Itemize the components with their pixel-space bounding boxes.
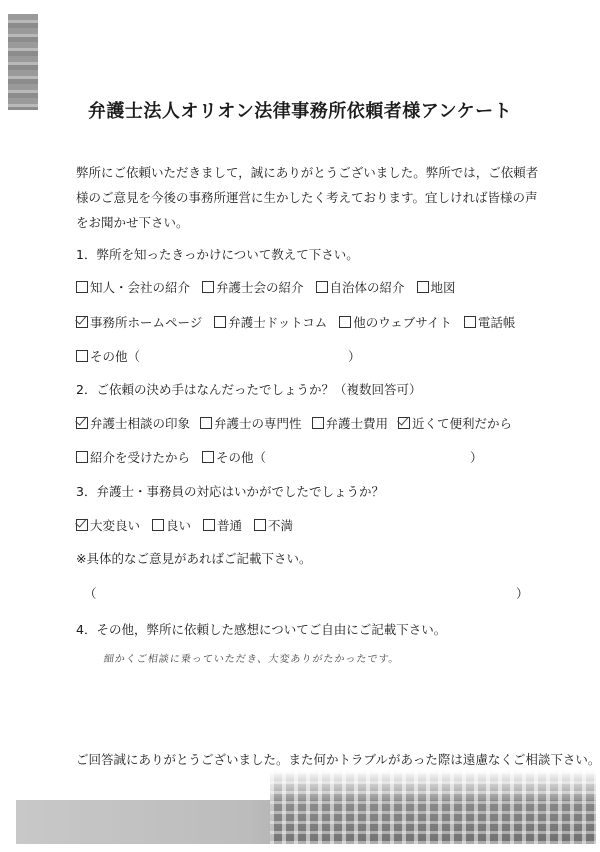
question-1-label: 1．弊所を知ったきっかけについて教えて下さい。 — [76, 247, 359, 262]
question-1-other-row — [76, 347, 148, 365]
option-fees[interactable] — [312, 414, 389, 432]
option-other[interactable] — [202, 448, 266, 466]
option-label: 大変良い — [90, 518, 141, 533]
page-title: 弁護士法人オリオン法律事務所依頼者様アンケート — [87, 101, 513, 122]
option-label: 近くて便利だから — [412, 416, 513, 431]
intro-line: をお聞かせ下さい。 — [76, 215, 189, 230]
other-close-paren: ） — [470, 450, 483, 465]
intro-paragraph — [76, 160, 556, 235]
option-dissatisfied[interactable] — [254, 516, 293, 534]
checkbox[interactable] — [203, 519, 215, 531]
option-other-website[interactable] — [339, 313, 452, 331]
option-label: 弁護士費用 — [325, 416, 389, 431]
checkbox[interactable] — [202, 281, 214, 293]
question-3-note: ※具体的なご意見があればご記載下さい。 — [76, 551, 312, 566]
option-label: 地図 — [430, 280, 456, 295]
checkbox[interactable] — [214, 316, 226, 328]
decorative-footer-pattern — [270, 770, 596, 844]
checkbox[interactable] — [312, 417, 324, 429]
option-label: その他（ — [216, 450, 267, 465]
option-label: 事務所ホームページ — [90, 315, 203, 330]
checkbox[interactable] — [417, 281, 429, 293]
option-label: 弁護士会の紹介 — [216, 280, 304, 295]
option-label: 弁護士相談の印象 — [90, 416, 191, 431]
question-1-options-row-1 — [76, 278, 464, 296]
option-phone-book[interactable] — [464, 313, 516, 331]
option-label: 自治体の紹介 — [329, 280, 405, 295]
option-local-government[interactable] — [316, 278, 405, 296]
checkbox[interactable] — [76, 451, 88, 463]
checkbox[interactable] — [202, 451, 214, 463]
footer-thanks: ご回答誠にありがとうございました。また何かトラブルがあった際は遠慮なくご相談下さい。 — [76, 752, 600, 767]
checkbox-checked[interactable] — [76, 316, 88, 328]
intro-line: 様のご意見を今後の事務所運営に生かしたく考えております。宜しければ皆様の声 — [76, 190, 538, 205]
checkbox-checked[interactable] — [76, 519, 88, 531]
option-label: 他のウェブサイト — [353, 315, 452, 330]
checkbox[interactable] — [339, 316, 351, 328]
handwritten-answer: 細かくご相談に乗っていただき、大変ありがたかったです。 — [102, 654, 401, 665]
option-office-homepage[interactable] — [76, 313, 202, 331]
option-consultation-impression[interactable] — [76, 414, 190, 432]
option-expertise[interactable] — [200, 414, 302, 432]
checkbox[interactable] — [464, 316, 476, 328]
option-label: 紹介を受けたから — [90, 450, 191, 465]
question-3-label: 3．弁護士・事務員の対応はいかがでしたでしょうか？ — [76, 484, 384, 499]
checkbox-checked[interactable] — [398, 417, 410, 429]
option-average[interactable] — [203, 516, 242, 534]
question-1-options-row-2 — [76, 313, 523, 331]
question-2-label: 2．ご依頼の決め手はなんだったでしょうか？（複数回答可） — [76, 382, 422, 397]
question-3-options — [76, 516, 301, 534]
option-label: その他（ — [90, 349, 141, 364]
checkbox[interactable] — [254, 519, 266, 531]
question-4-label: 4．その他，弊所に依頼した感想についてご自由にご記載下さい。 — [76, 622, 447, 637]
option-label: 普通 — [217, 518, 243, 533]
option-convenient-location[interactable] — [398, 414, 512, 432]
question-2-options-row-1 — [76, 414, 512, 432]
option-map[interactable] — [417, 278, 456, 296]
other-close-paren: ） — [348, 349, 361, 364]
comment-open-paren: （ — [84, 586, 97, 601]
option-label: 弁護士の専門性 — [214, 416, 302, 431]
option-bengoshi-dotcom[interactable] — [214, 313, 327, 331]
option-label: 弁護士ドットコム — [228, 315, 328, 330]
checkbox[interactable] — [152, 519, 164, 531]
option-label: 電話帳 — [477, 315, 516, 330]
checkbox[interactable] — [76, 350, 88, 362]
comment-close-paren: ） — [516, 586, 529, 601]
option-label: 知人・会社の紹介 — [90, 280, 191, 295]
option-referral[interactable] — [76, 448, 190, 466]
option-bar-association[interactable] — [202, 278, 304, 296]
checkbox[interactable] — [316, 281, 328, 293]
option-good[interactable] — [152, 516, 191, 534]
option-label: 良い — [166, 518, 192, 533]
decorative-side-bar — [8, 14, 38, 110]
checkbox[interactable] — [200, 417, 212, 429]
question-2-options-row-2 — [76, 448, 274, 466]
checkbox[interactable] — [76, 281, 88, 293]
option-label: 不満 — [268, 518, 294, 533]
option-other[interactable] — [76, 347, 140, 365]
option-very-good[interactable] — [76, 516, 140, 534]
intro-line: 弊所にご依頼いただきまして，誠にありがとうございました。弊所では，ご依頼者 — [76, 165, 539, 180]
checkbox-checked[interactable] — [76, 417, 88, 429]
option-acquaintance[interactable] — [76, 278, 190, 296]
